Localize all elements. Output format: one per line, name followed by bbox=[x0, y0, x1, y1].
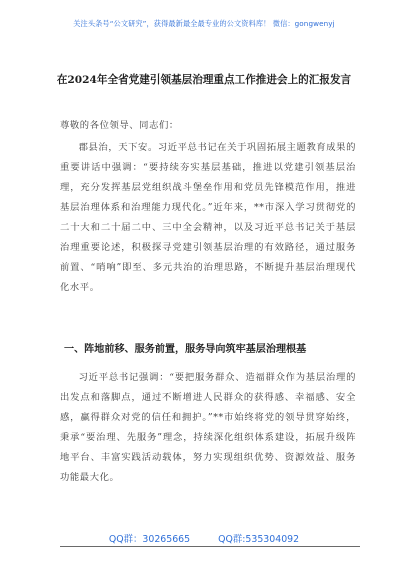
paragraph-intro: 郡县治，天下安。习近平总书记在关于巩固拓展主题教育成果的重要讲话中强调：“要持续夯实基层基础，推进以党建引领基层治理，充分发挥基层党组织战斗堡垒作用和党员先锋模范作用，推进基层治理体系和治理能力现代化。”近年来，**市深入学习贯彻党的二十大和二十届二中、三中全会精神，以及习近平总书记关于基层治理重要论述，积极探寻党建引领基层治理的有效路径，通过服务前置、“哨响”即至、多元共治的治理思路，不断提升基层治理现代化水平。 bbox=[60, 142, 356, 293]
footer-divider bbox=[60, 546, 360, 547]
salutation: 尊敬的各位领导、同志们： bbox=[60, 120, 179, 131]
paragraph-section-1: 习近平总书记强调：“要把服务群众、造福群众作为基层治理的出发点和落脚点，通过不断增进人民群众的获得感、幸福感、安全感，赢得群众对党的信任和拥护。”**市始终将党的领导贯穿始终，秉承“要治理、先服务”理念，持续深化组织体系建设，拓展升级阵地平台、丰富实践活动载体，努力实现组织优势、资源效益、服务功能最大化。 bbox=[60, 372, 356, 483]
section-heading-1: 一、阵地前移、服务前置，服务导向筑牢基层治理根基 bbox=[64, 344, 307, 355]
header-promo-note: 关注头条号“公文研究”，获得最新最全最专业的公文资料库！ 微信：gongwenyj bbox=[73, 19, 335, 28]
footer-qq-group-2: QQ群:535304092 bbox=[218, 534, 300, 545]
footer-qq-groups bbox=[0, 531, 408, 545]
document-title: 在2024年全省党建引领基层治理重点工作推进会上的汇报发言 bbox=[56, 74, 352, 86]
footer-qq-group-1: QQ群：30265665 bbox=[108, 534, 191, 545]
